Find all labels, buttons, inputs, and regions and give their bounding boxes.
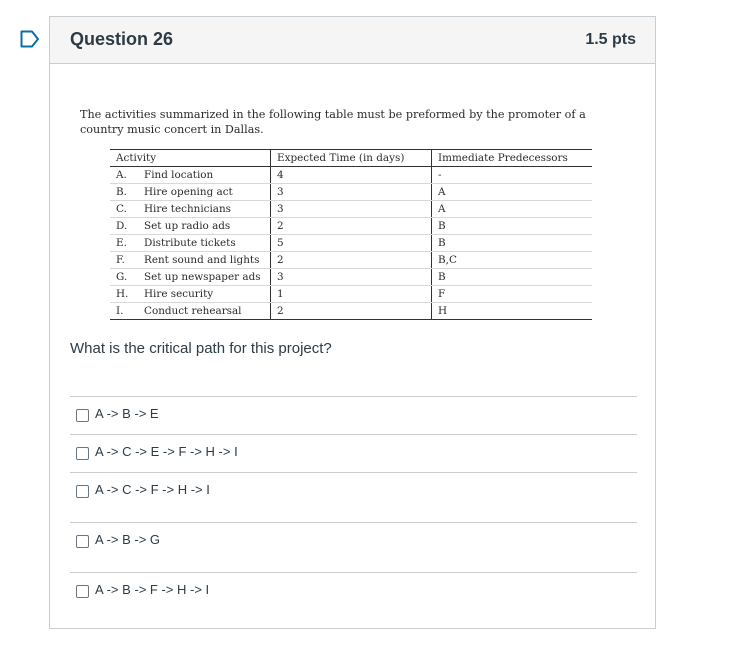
table-row [110,303,592,320]
activity-letter: F. [116,253,125,266]
table-row [110,201,592,218]
table-header-time: Expected Time (in days) [271,150,432,167]
activity-name: Hire opening act [144,185,233,198]
table-cell-activity [110,184,271,201]
table-cell-activity [110,235,271,252]
table-header-row [110,150,592,167]
table-row [110,218,592,235]
table-cell-activity [110,218,271,235]
table-cell-predecessors: - [432,167,593,184]
table-cell-time: 4 [271,167,432,184]
table-cell-predecessors: B [432,235,593,252]
table-cell-predecessors: B [432,269,593,286]
question-points: 1.5 pts [585,31,636,48]
answer-option[interactable] [70,572,637,622]
table-cell-activity [110,286,271,303]
activity-letter: E. [116,236,127,249]
table-row [110,269,592,286]
table-row [110,184,592,201]
table-cell-time: 1 [271,286,432,303]
flag-question-icon[interactable] [20,30,40,48]
table-cell-time: 2 [271,252,432,269]
answer-option[interactable] [70,472,637,522]
activity-name: Hire security [144,287,214,300]
question-prompt: The activities summarized in the following table must be preformed by the promoter of a country music concert in Dallas. [80,108,586,136]
activity-table [110,149,592,320]
answer-option[interactable] [70,396,637,434]
table-header-activity: Activity [110,150,271,167]
answer-checkbox[interactable] [76,485,89,498]
answer-label[interactable]: A -> C -> E -> F -> H -> I [95,444,238,459]
answer-checkbox[interactable] [76,409,89,422]
table-cell-activity [110,167,271,184]
table-row [110,286,592,303]
table-cell-activity [110,201,271,218]
activity-letter: G. [116,270,128,283]
activity-letter: A. [116,168,127,181]
table-cell-predecessors: A [432,201,593,218]
question-header [50,17,655,64]
table-cell-predecessors: F [432,286,593,303]
question-card [49,16,656,629]
question-title: Question 26 [70,29,174,49]
activity-letter: B. [116,185,127,198]
answer-label[interactable]: A -> B -> E [95,406,159,421]
table-row [110,252,592,269]
activity-name: Set up radio ads [144,219,231,232]
table-cell-time: 3 [271,269,432,286]
answer-checkbox[interactable] [76,535,89,548]
table-cell-activity [110,252,271,269]
table-cell-predecessors: B,C [432,252,593,269]
answer-list [70,396,637,622]
answer-label[interactable]: A -> C -> F -> H -> I [95,482,210,497]
question-text: What is the critical path for this project? [70,340,332,357]
table-row [110,167,592,184]
answer-checkbox[interactable] [76,447,89,460]
activity-name: Conduct rehearsal [144,304,242,317]
answer-option[interactable] [70,434,637,472]
table-cell-time: 2 [271,303,432,320]
activity-letter: D. [116,219,128,232]
table-cell-predecessors: B [432,218,593,235]
table-cell-time: 3 [271,201,432,218]
answer-label[interactable]: A -> B -> F -> H -> I [95,582,210,597]
table-cell-predecessors: A [432,184,593,201]
activity-name: Set up newspaper ads [144,270,261,283]
table-header-predecessors: Immediate Predecessors [432,150,593,167]
table-cell-time: 2 [271,218,432,235]
activity-name: Rent sound and lights [144,253,260,266]
table-cell-time: 5 [271,235,432,252]
activity-letter: H. [116,287,129,300]
table-row [110,235,592,252]
table-cell-activity [110,269,271,286]
activity-letter: I. [116,304,124,317]
activity-letter: C. [116,202,127,215]
activity-name: Distribute tickets [144,236,236,249]
answer-checkbox[interactable] [76,585,89,598]
table-cell-time: 3 [271,184,432,201]
answer-label[interactable]: A -> B -> G [95,532,161,547]
activity-name: Hire technicians [144,202,232,215]
answer-option[interactable] [70,522,637,572]
table-cell-predecessors: H [432,303,593,320]
activity-name: Find location [144,168,214,181]
table-cell-activity [110,303,271,320]
